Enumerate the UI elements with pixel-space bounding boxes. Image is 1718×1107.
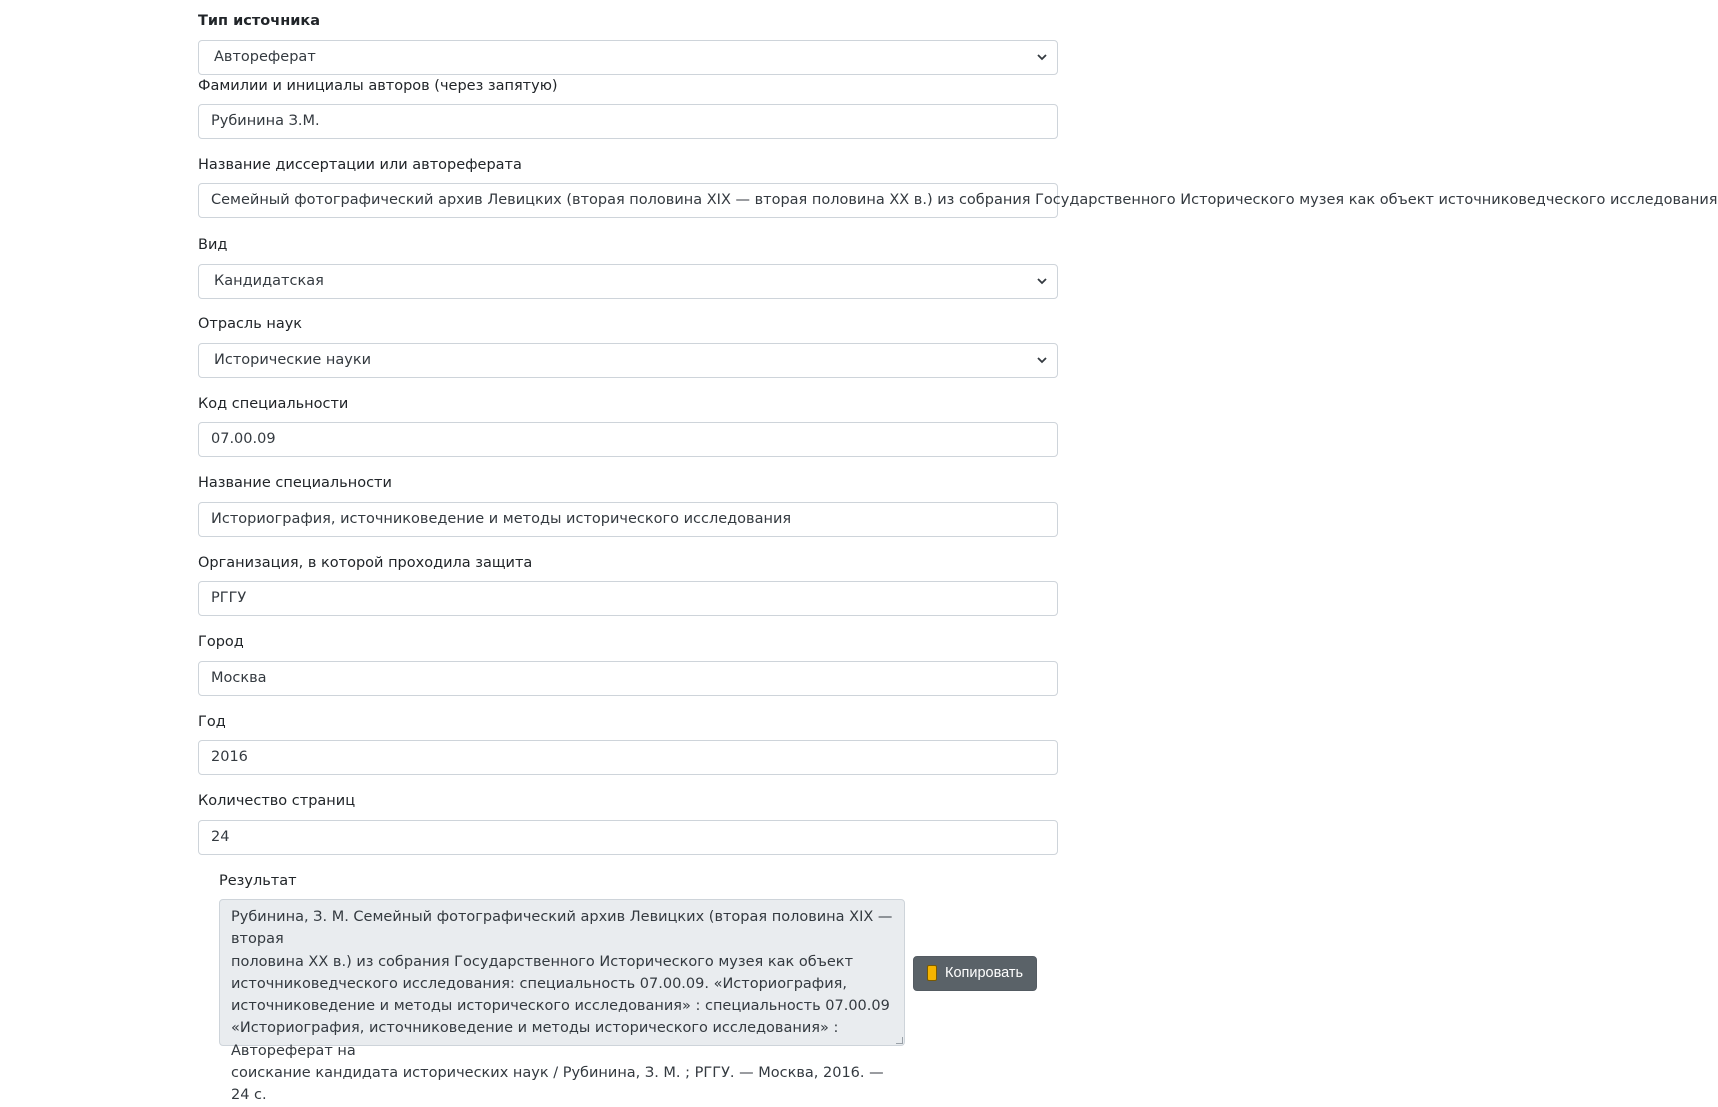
science-branch-label: Отрасль наук (198, 316, 303, 332)
kind-select[interactable] (198, 264, 1058, 299)
pages-label: Количество страниц (198, 793, 356, 809)
copy-button[interactable] (913, 956, 1037, 991)
title-input[interactable] (198, 183, 1718, 218)
result-textarea[interactable] (219, 899, 905, 1104)
year-value: 2016 (211, 749, 248, 765)
city-label: Город (198, 634, 244, 650)
chevron-down-icon (1037, 277, 1047, 285)
specialty-name-label: Название специальности (198, 475, 392, 491)
chevron-down-icon (1037, 356, 1047, 364)
organization-value: РГГУ (211, 590, 247, 606)
result-line: источниковедческого исследования: специальность 07.00.09. «Историография, (231, 975, 847, 992)
authors-label: Фамилии и инициалы авторов (через запятую) (198, 78, 558, 94)
year-label: Год (198, 714, 226, 730)
source-type-label: Тип источника (198, 13, 320, 29)
source-type-value: Автореферат (214, 49, 316, 65)
result-line: источниковедение и методы исторического исследования» : специальность 07.00.09 (231, 998, 890, 1015)
specialty-name-value: Историография, источниковедение и методы исторического исследования (211, 511, 792, 527)
kind-value: Кандидатская (214, 273, 324, 289)
specialty-code-label: Код специальности (198, 396, 349, 412)
authors-value: Рубинина З.М. (211, 113, 320, 129)
pages-value: 24 (211, 829, 230, 845)
copy-button-label: Копировать (945, 965, 1024, 981)
result-line: Рубинина, З. М. Семейный фотографический архив Левицких (вторая половина XIX — вторая (231, 909, 893, 948)
title-label: Название диссертации или автореферата (198, 157, 522, 173)
city-input[interactable] (198, 661, 1058, 696)
authors-input[interactable] (198, 104, 1058, 139)
result-label: Результат (219, 873, 297, 889)
resize-handle-icon[interactable] (896, 1037, 903, 1044)
result-line: половина XX в.) из собрания Государственного Исторического музея как объект (231, 953, 854, 970)
pages-input[interactable] (198, 820, 1058, 855)
result-line: соискание кандидата исторических наук / Рубинина, З. М. ; РГГУ. — Москва, 2016. — 24 с. (231, 1065, 884, 1104)
organization-label: Организация, в которой проходила защита (198, 555, 533, 571)
result-line: «Историография, источниковедение и методы исторического исследования» : Автореферат на (231, 1020, 839, 1059)
year-input[interactable] (198, 740, 1058, 775)
specialty-code-value: 07.00.09 (211, 431, 276, 447)
city-value: Москва (211, 670, 267, 686)
clipboard-icon (927, 965, 937, 981)
specialty-code-input[interactable] (198, 422, 1058, 457)
title-value: Семейный фотографический архив Левицких (вторая половина XIX — вторая половина XX в.) из собрания Государственного Исторического музея как объект источниковедческого исследования (211, 192, 1718, 208)
science-branch-select[interactable] (198, 343, 1058, 378)
organization-input[interactable] (198, 581, 1058, 616)
specialty-name-input[interactable] (198, 502, 1058, 537)
chevron-down-icon (1037, 53, 1047, 61)
science-branch-value: Исторические науки (214, 352, 372, 368)
source-type-select[interactable] (198, 40, 1058, 75)
kind-label: Вид (198, 237, 228, 253)
